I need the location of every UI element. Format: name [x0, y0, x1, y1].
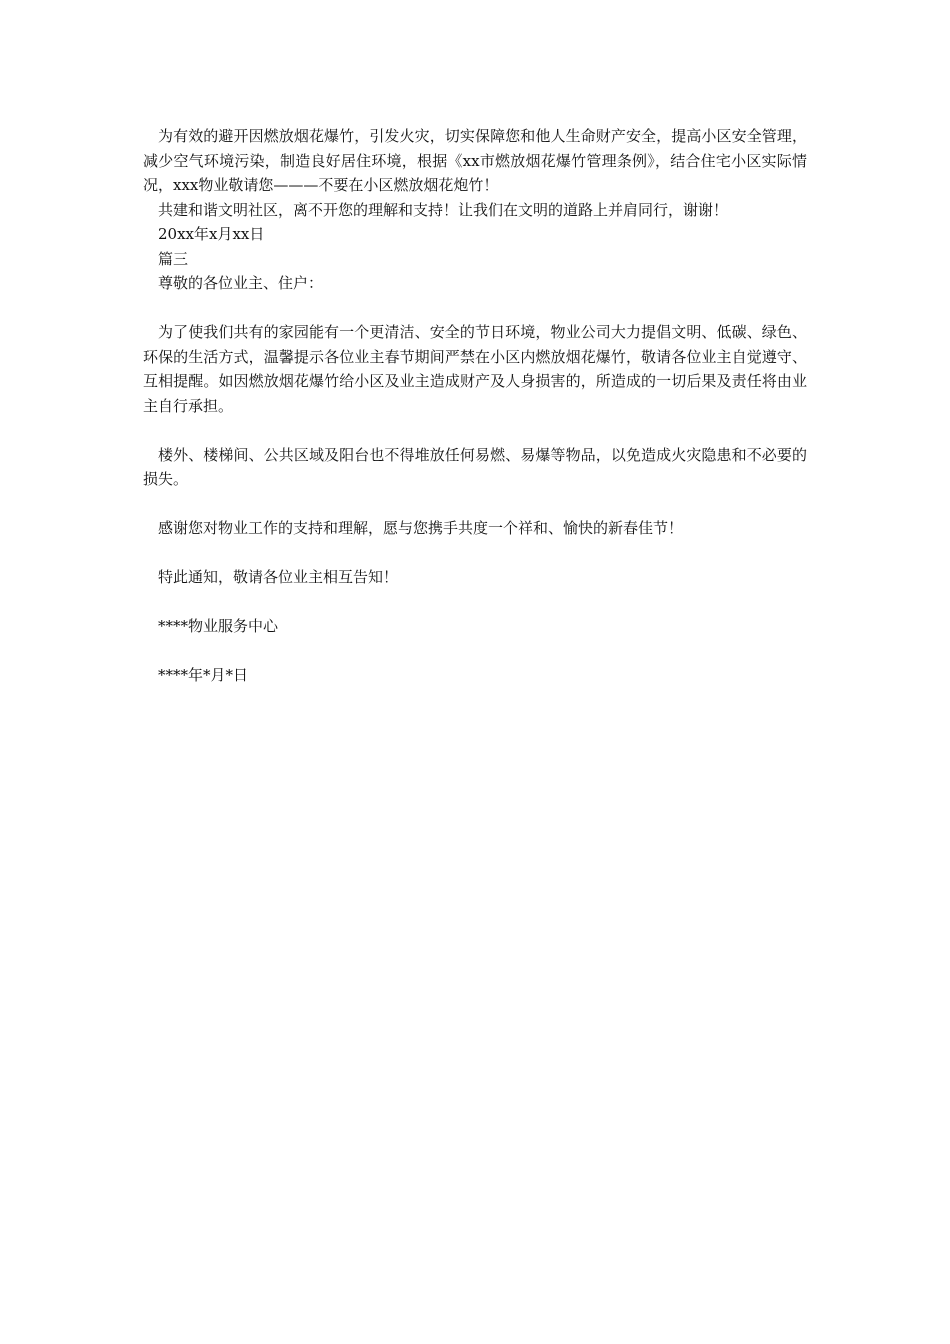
paragraph-thanks: 感谢您对物业工作的支持和理解，愿与您携手共度一个祥和、愉快的新春佳节！	[158, 519, 684, 537]
document-page	[143, 124, 807, 688]
salutation: 尊敬的各位业主、住户：	[158, 274, 324, 292]
closing-date: ****年*月*日	[158, 666, 249, 684]
blank-line	[143, 639, 807, 664]
blank-line	[143, 418, 807, 443]
blank-line	[143, 590, 807, 615]
date-line: 20xx年x月xx日	[158, 225, 265, 243]
paragraph-fireworks-ban: 为有效的避开因燃放烟花爆竹，引发火灾，切实保障您和他人生命财产安全，提高小区安全管理，减少空气环境污染，制造良好居住环境，根据《xx市燃放烟花爆竹管理条例》，结合住宅小区实际情况，xxx物业敬请您———不要在小区燃放烟花炮竹！	[143, 127, 807, 194]
blank-line	[143, 541, 807, 566]
signature: ****物业服务中心	[158, 617, 279, 635]
section-title: 篇三	[158, 249, 189, 268]
paragraph-holiday-notice: 为了使我们共有的家园能有一个更清洁、安全的节日环境，物业公司大力提倡文明、低碳、绿色、环保的生活方式，温馨提示各位业主春节期间严禁在小区内燃放烟花爆竹，敬请各位业主自觉遵守、互相提醒。如因燃放烟花爆竹给小区及业主造成财产及人身损害的，所造成的一切后果及责任将由业主自行承担。	[143, 323, 807, 415]
paragraph-notice: 特此通知，敬请各位业主相互告知！	[158, 568, 399, 586]
blank-line	[143, 492, 807, 517]
paragraph-storage-warning: 楼外、楼梯间、公共区域及阳台也不得堆放任何易燃、易爆等物品，以免造成火灾隐患和不必要的损失。	[143, 445, 807, 488]
blank-line	[143, 296, 807, 321]
paragraph-harmony: 共建和谐文明社区，离不开您的理解和支持！让我们在文明的道路上并肩同行，谢谢！	[158, 200, 729, 219]
